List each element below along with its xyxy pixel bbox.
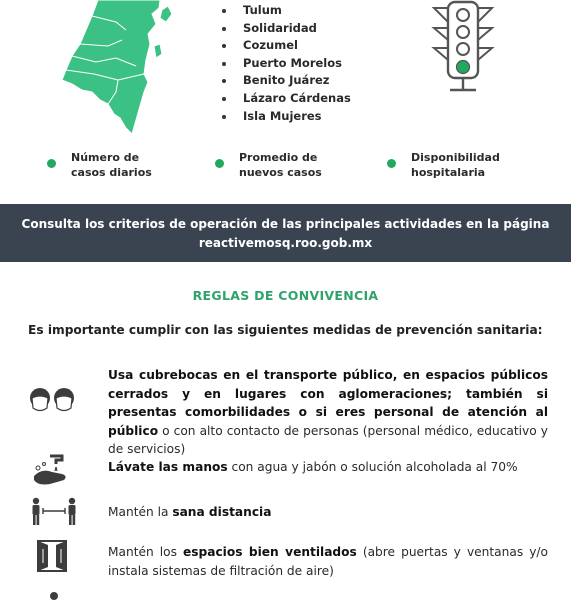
indicator-casos-diarios — [47, 150, 152, 180]
list-item: Puerto Morelos — [222, 55, 351, 73]
green-dot-icon — [215, 159, 224, 168]
list-item: Benito Juárez — [222, 72, 351, 90]
rule-text — [108, 458, 548, 477]
list-item: Solidaridad — [222, 20, 351, 38]
list-item: Cozumel — [222, 37, 351, 55]
green-dot-icon — [47, 159, 56, 168]
quintana-roo-map-icon — [56, 0, 206, 135]
rule-text — [108, 366, 548, 459]
rule-text-normal: con agua y jabón o solución alcoholada al 70% — [227, 460, 518, 474]
rule-text-normal: o con alto contacto de personas (personal médico, educativo y de servicios) — [108, 423, 548, 457]
indicator-label: Número de casos diarios — [71, 151, 152, 179]
top-section — [0, 0, 571, 200]
rule-text-normal: Mantén la — [108, 505, 173, 519]
banner-text: Consulta los criterios de operación de las principales actividades en la página — [21, 217, 550, 231]
indicator-nuevos-casos — [215, 150, 322, 180]
traffic-light-icon — [428, 0, 498, 92]
indicator-disponibilidad-hospitalaria — [387, 150, 500, 180]
list-item: Isla Mujeres — [222, 108, 351, 126]
open-window-icon — [28, 539, 76, 573]
rule-text-normal: Mantén los — [108, 545, 183, 559]
rule-text-bold: Lávate las manos — [108, 460, 228, 474]
rule-text-bold: Usa cubrebocas en el transporte público, en espacios públicos cerrados y en lugares con aglomeraciones; también si presentas comorbilidades o si eres personal de atención al público — [108, 368, 548, 438]
rule-text-bold: sana distancia — [172, 505, 272, 519]
rule-text — [108, 503, 548, 522]
banner-link[interactable]: reactivemosq.roo.gob.mx — [198, 236, 373, 250]
rules-title: REGLAS DE CONVIVENCIA — [192, 288, 379, 303]
hand-washing-icon — [28, 454, 76, 488]
social-distance-icon — [28, 497, 80, 527]
indicators-row — [0, 150, 571, 190]
indicator-label: Promedio de nuevos casos — [239, 151, 322, 179]
municipios-list — [222, 2, 351, 125]
rules-intro: Es importante cumplir con las siguientes medidas de prevención sanitaria: — [28, 323, 543, 337]
green-dot-icon — [387, 159, 396, 168]
indicator-label: Disponibilidad hospitalaria — [411, 151, 500, 179]
rule-text — [108, 543, 548, 580]
list-item: Tulum — [222, 2, 351, 20]
list-item: Lázaro Cárdenas — [222, 90, 351, 108]
partial-icon — [28, 588, 76, 600]
info-banner — [0, 204, 571, 262]
rule-text-normal: (abre puertas y ventanas y/o instala sistemas de filtración de aire) — [108, 545, 548, 578]
face-mask-icon — [28, 384, 76, 418]
rule-text-bold: espacios bien ventilados — [182, 545, 357, 559]
